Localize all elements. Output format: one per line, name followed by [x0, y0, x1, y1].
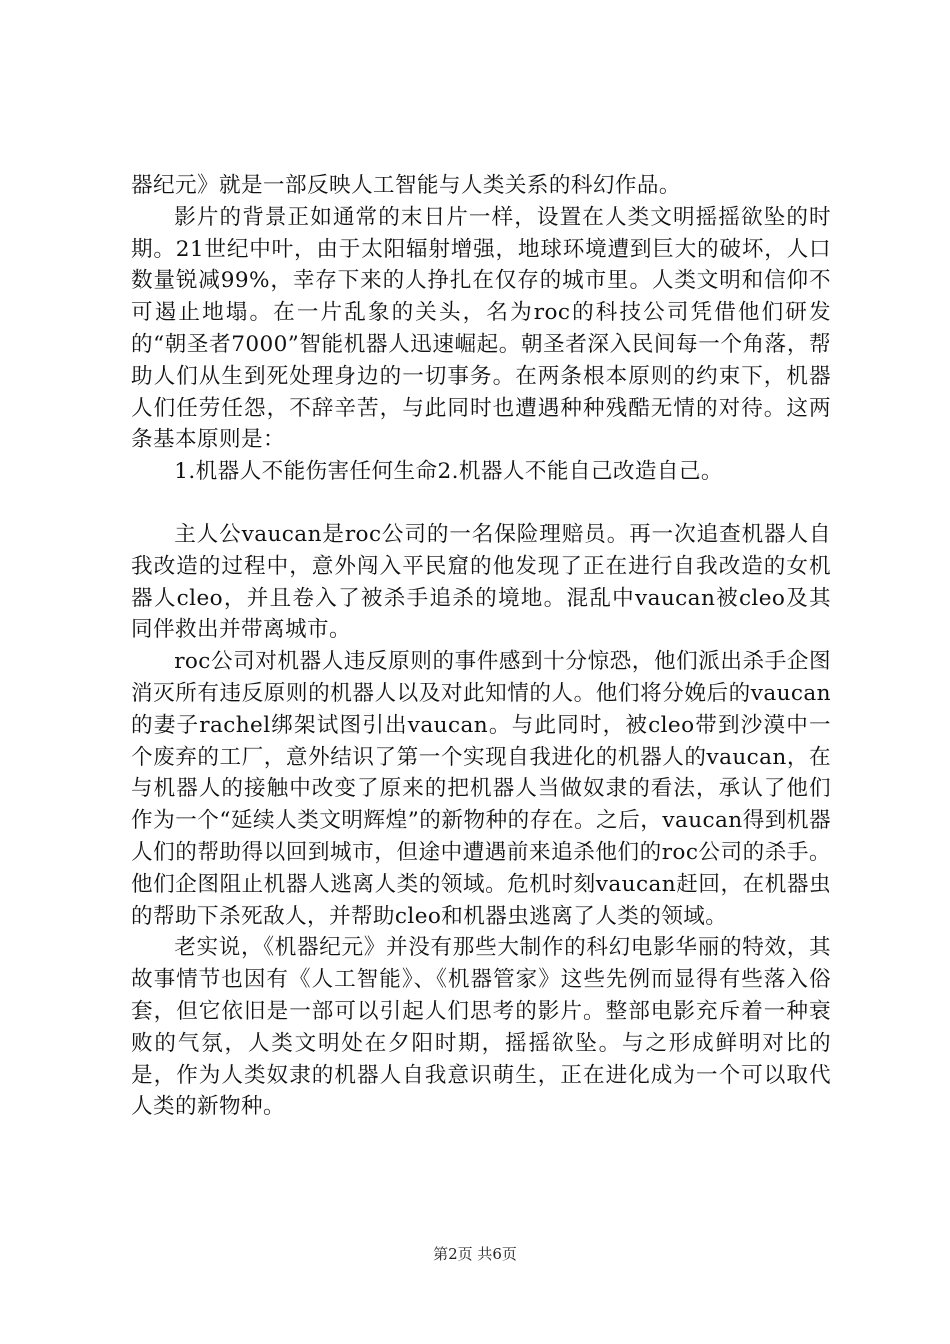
body-text [131, 170, 831, 1123]
paragraph-principles: 1.机器人不能伤害任何生命2.机器人不能自己改造自己。 [174, 459, 723, 485]
page-number-footer: 第2页 共6页 [433, 1245, 517, 1263]
paragraph-review: 老实说，《机器纪元》并没有那些大制作的科幻电影华丽的特效，其故事情节也因有《人工智能》、《机器管家》这些先例而显得有些落入俗套，但它依旧是一部可以引起人们思考的影片。整部电影充斥着一种衰败的气氛，人类文明处在夕阳时期，摇摇欲坠。与之形成鲜明对比的是，作为人类奴隶的机器人自我意识萌生，正在进化成为一个可以取代人类的新物种。 [131, 935, 831, 1120]
paragraph-background: 影片的背景正如通常的末日片一样，设置在人类文明摇摇欲坠的时期。21世纪中叶，由于太阳辐射增强，地球环境遭到巨大的破坏，人口数量锐减99%，幸存下来的人挣扎在仅存的城市里。人类文明和信仰不可遏止地塌。在一片乱象的关头，名为roc的科技公司凭借他们研发的“朝圣者7000”智能机器人迅速崛起。朝圣者深入民间每一个角落，帮助人们从生到死处理身边的一切事务。在两条根本原则的约束下，机器人们任劳任怨，不辞辛苦，与此同时也遭遇种种残酷无情的对待。这两条基本原则是： [131, 204, 831, 453]
paragraph-protagonist: 主人公vaucan是roc公司的一名保险理赔员。再一次追查机器人自我改造的过程中，意外闯入平民窟的他发现了正在进行自我改造的女机器人cleo，并且卷入了被杀手追杀的境地。混乱中vaucan被cleo及其同伴救出并带离城市。 [131, 521, 831, 643]
paragraph-continuation: 器纪元》就是一部反映人工智能与人类关系的科幻作品。 [131, 173, 681, 198]
paragraph-plot: roc公司对机器人违反原则的事件感到十分惊恐，他们派出杀手企图消灭所有违反原则的机器人以及对此知情的人。他们将分娩后的vaucan的妻子rachel绑架试图引出vaucan。与此同时，被cleo带到沙漠中一个废弃的工厂，意外结识了第一个实现自我进化的机器人的vaucan，在与机器人的接触中改变了原来的把机器人当做奴隶的看法，承认了他们作为一个“延续人类文明辉煌”的新物种的存在。之后，vaucan得到机器人们的帮助得以回到城市，但途中遭遇前来追杀他们的roc公司的杀手。他们企图阻止机器人逃离人类的领域。危机时刻vaucan赶回，在机器虫的帮助下杀死敌人，并帮助cleo和机器虫逃离了人类的领域。 [131, 649, 831, 929]
paragraph-spacer [131, 488, 831, 519]
